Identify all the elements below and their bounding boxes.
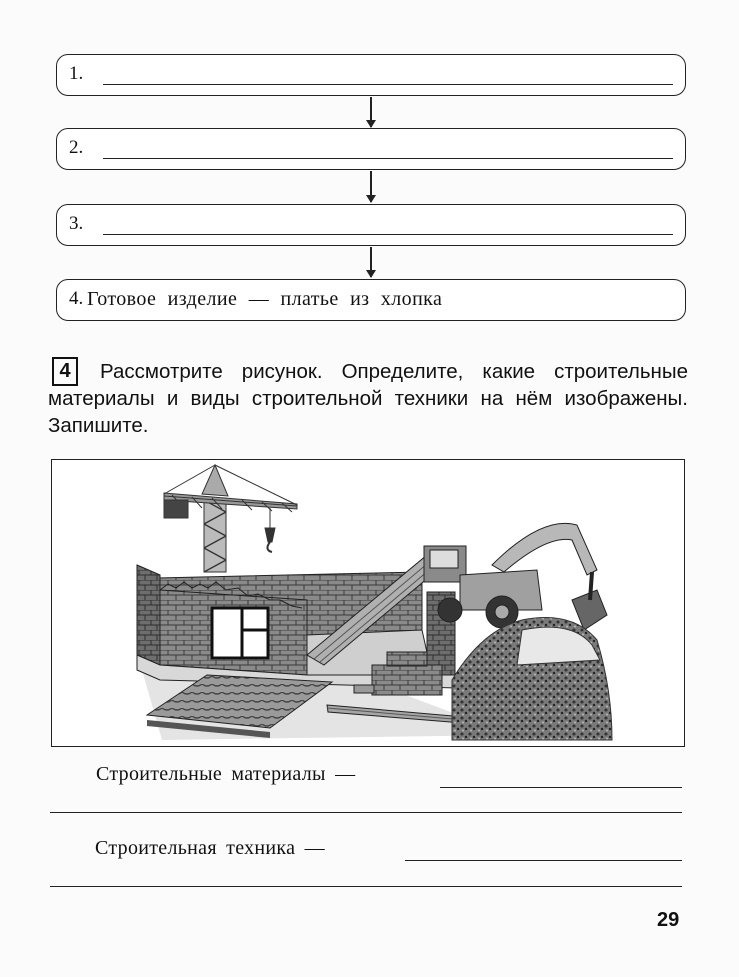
answer-line-step-2[interactable]	[103, 158, 673, 159]
construction-site-picture	[51, 459, 685, 747]
materials-answer-line-2[interactable]	[50, 812, 682, 813]
answer-line-step-1[interactable]	[103, 84, 673, 85]
down-arrow-icon	[370, 247, 372, 277]
task-instructions	[48, 358, 688, 439]
dirt-mound	[452, 618, 612, 741]
crane-icon	[164, 465, 297, 572]
task-instructions-text: Рассмотрите рисунок. Определите, какие строительные материалы и виды строительной техники на нём изображены. Запишите.	[48, 360, 688, 437]
machinery-answer-line-2[interactable]	[50, 886, 682, 887]
excavator-icon	[424, 523, 607, 630]
step-box-1	[56, 54, 686, 96]
machinery-answer-line[interactable]	[405, 860, 682, 861]
step-number: 4.	[69, 288, 84, 309]
answer-line-step-3[interactable]	[103, 234, 673, 235]
step-box-4	[56, 279, 686, 321]
step-number: 1.	[69, 63, 84, 84]
down-arrow-icon	[370, 171, 372, 202]
step-box-2	[56, 128, 686, 170]
page-number: 29	[657, 909, 680, 931]
machinery-label: Строительная техника —	[95, 837, 325, 859]
materials-answer-line[interactable]	[440, 787, 682, 788]
step-number: 3.	[69, 213, 84, 234]
step-box-3	[56, 204, 686, 246]
task-number-badge: 4	[52, 357, 78, 386]
step-text-final-product: Готовое изделие — платье из хлопка	[87, 288, 443, 310]
down-arrow-icon	[370, 97, 372, 127]
materials-label: Строительные материалы —	[96, 763, 356, 785]
step-number: 2.	[69, 137, 84, 158]
